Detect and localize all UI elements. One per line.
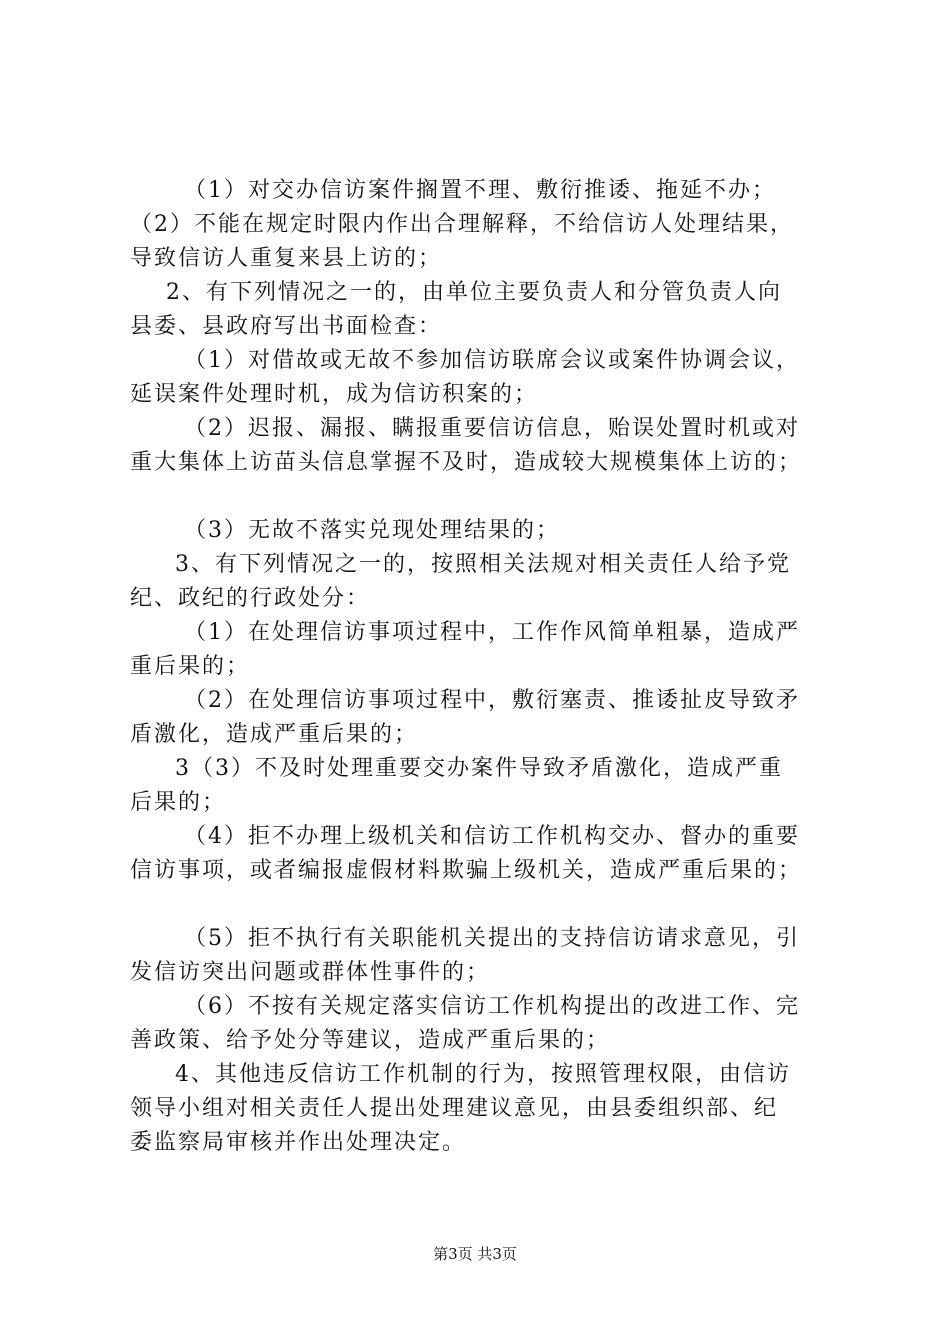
text-line: 发信访突出问题或群体性事件的； <box>130 960 491 985</box>
text-line: 4、其他违反信访工作机制的行为，按照管理权限，由信访 <box>130 1062 791 1087</box>
text-line: 纪、政纪的行政处分： <box>130 586 371 611</box>
document-body <box>130 174 842 1160</box>
text-line: （1）在处理信访事项过程中，工作作风简单粗暴，造成严 <box>130 620 800 645</box>
text-line: 后果的； <box>130 790 227 815</box>
text-line: （1）对交办信访案件搁置不理、敷衍推诿、拖延不办； <box>130 178 776 203</box>
text-line: （4）拒不办理上级机关和信访工作机构交办、督办的重要 <box>130 824 800 849</box>
text-line: 重后果的； <box>130 654 251 679</box>
text-line: 3、有下列情况之一的，按照相关法规对相关责任人给予党 <box>130 552 791 577</box>
text-line: 信访事项，或者编报虚假材料欺骗上级机关，造成严重后果的； <box>130 858 803 883</box>
text-line: 委监察局审核并作出处理决定。 <box>130 1130 467 1155</box>
text-line: 盾激化，造成严重后果的； <box>130 722 419 747</box>
text-line: （6）不按有关规定落实信访工作机构提出的改进工作、完 <box>130 994 800 1019</box>
text-line: （2）在处理信访事项过程中，敷衍塞责、推诿扯皮导致矛 <box>130 688 800 713</box>
text-line: 县委、县政府写出书面检查： <box>130 314 443 339</box>
text-line: （3）无故不落实兑现处理结果的； <box>130 518 560 543</box>
text-line: （1）对借故或无故不参加信访联席会议或案件协调会议， <box>130 348 800 373</box>
text-line: 延误案件处理时机，成为信访积案的； <box>130 382 539 407</box>
text-line: （2）迟报、漏报、瞒报重要信访信息，贻误处置时机或对 <box>130 416 800 441</box>
page-number-footer: 第3页 共3页 <box>433 1245 517 1263</box>
text-line: 导致信访人重复来县上访的； <box>130 246 443 271</box>
text-line: （2）不能在规定时限内作出合理解释，不给信访人处理结果， <box>130 212 794 237</box>
text-line: 善政策、给予处分等建议，造成严重后果的； <box>130 1028 611 1053</box>
text-line: 重大集体上访苗头信息掌握不及时，造成较大规模集体上访的； <box>130 450 803 475</box>
text-line: 2、有下列情况之一的，由单位主要负责人和分管负责人向 <box>130 280 782 305</box>
text-line: （5）拒不执行有关职能机关提出的支持信访请求意见，引 <box>130 926 800 951</box>
text-line: 领导小组对相关责任人提出处理建议意见，由县委组织部、纪 <box>130 1096 779 1121</box>
text-line: 3（3）不及时处理重要交办案件导致矛盾激化，造成严重 <box>130 756 783 781</box>
